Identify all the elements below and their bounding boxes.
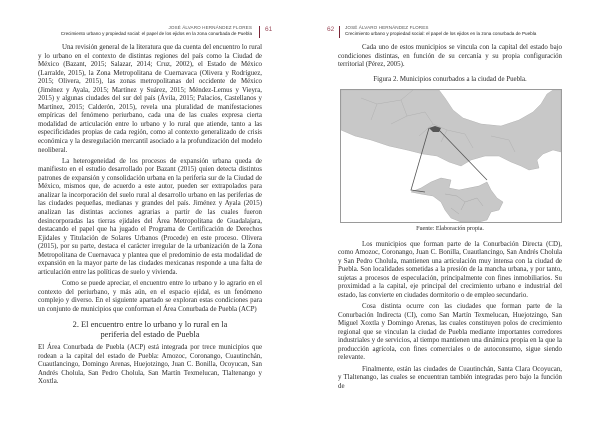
section-heading [38,320,262,340]
figure-source: Fuente: Elaboración propia. [416,226,484,233]
page-number: 61 [265,26,273,33]
section-heading-line: 2. El encuentro entre lo urbano y lo rural en la [72,320,228,330]
section-heading-line: periferia del estado de Puebla [100,330,200,340]
running-header-right [345,25,536,36]
header-author: JOSÉ ÁLVARO HERNÁNDEZ FLORES [168,25,252,30]
running-header-left [61,25,252,36]
figure-caption: Figura 2. Municipios conurbados a la ciudad de Puebla. [373,75,527,83]
header-title: Crecimiento urbano y propiedad social: el papel de los ejidos en la zona conurbada de Puebla [60,31,252,36]
paragraph: El Área Conurbada de Puebla (ACP) está integrada por trece municipios que rodean a la capital del estado de Puebla: Amozoc, Coronango, Cuautinchán, Cuautlancingo, Domingo Arenas, Huejotzingo, Juan C. Bonilla, Ocoyucan, San Andrés Cholula, San Pedro Cholula, San Martín Texmelucan, Tlaltenango y Xoxtla. [38,344,262,386]
paragraph: Como se puede apreciar, el encuentro entre lo urbano y lo agrario en el contexto del periurbano, y más aún, en el espacio ejidal, es un fenómeno complejo y diverso. En el siguiente apartado se exploran estas condiciones para un conjunto de municipios que conforman el Área Conurbada de Puebla (ACP) [38,279,262,313]
paragraph: Cada uno de estos municipios se vincula con la capital del estado bajo condiciones distintas, en función de su cercanía y su propia configuración territorial (Pérez, 2005). [338,44,562,69]
header-divider [339,26,340,38]
paragraph: Una revisión general de la literatura que da cuenta del encuentro lo rural y lo urbano en el contexto de distintas regiones del país como la Ciudad de México (Bazant, 2015; Salazar, 2014; Cruz, 2002), el Estado de México (Larralde, 2015), la Zona Metropolitana de Cuernavaca (Olivera y Rodríguez, 2015; Olivera, 2015), las zonas metropolitanas del occidente de México (Jiménez y Ayala, 2015; Martínez y Suárez, 2015; Méndez-Lemus y Vieyra, 2015) y algunas ciudades del sur del país (Ávila, 2015; Palacios, Castellanos y Martínez, 2015; Calderón, 2015), revela una pluralidad de manifestaciones empíricas del fenómeno periurbano, cada una de las cuales expresa cierta modalidad de articulación entre lo urbano y lo rural que atiende, tanto a las especificidades propias de cada región, como al contexto generalizado de crisis económica y la desregulación mercantil asociado a la profundización del modelo neoliberal. [38,44,262,154]
header-author: JOSÉ ÁLVARO HERNÁNDEZ FLORES [345,25,429,30]
map-figure [340,89,562,223]
paragraph: Cosa distinta ocurre con las ciudades que forman parte de la Conurbación Indirecta (CI), como San Martín Texmelucan, Huejotzingo, San Miguel Xoxtla y Domingo Arenas, las cuales constituyen polos de crecimiento regional que se vinculan la ciudad de Puebla mediante importantes corredores industriales y de servicios, al tiempo mantienen una dinámica propia en la que la producción agrícola, con fines comerciales o de autoconsumo, sigue siendo relevante. [338,303,562,362]
paragraph: Finalmente, están las ciudades de Cuautinchán, Santa Clara Ocoyucan, y Tlaltenango, las cuales se encuentran también integradas pero bajo la función de [338,365,562,390]
header-title: Crecimiento urbano y propiedad social: el papel de los ejidos en la zona conurbada de Puebla [345,31,537,36]
left-text-column [38,44,262,389]
right-text-column [338,44,562,394]
mexico-map-icon [341,90,561,222]
header-divider [259,26,260,38]
page-number: 62 [327,26,335,33]
right-page [300,0,600,440]
paragraph: Los municipios que forman parte de la Conurbación Directa (CD), como Amozoc, Coronango, Juan C. Bonilla, Cuautlancingo, San Andrés Cholula y San Pedro Cholula, mantienen una articulación muy intensa con la ciudad de Puebla. Son localidades sometidas a la presión de la mancha urbana, y por tanto, sujetas a procesos de especulación, principalmente con fines inmobiliarios. Su proximidad a la capital, eje principal del crecimiento urbano e industrial del estado, las convierte en ciudades dormitorio o de empleo secundario. [338,240,562,300]
paragraph: La heterogeneidad de los procesos de expansión urbana queda de manifiesto en el estudio desarrollado por Bazant (2015) quien detecta distintos patrones de expansión y consolidación urbana en la periferia sur de la Ciudad de México, mismos que, de acuerdo a este autor, pueden ser extrapolados para analizar la incorporación del suelo rural al desarrollo urbano en las periferias de las ciudades pequeñas, medianas y grandes del país. Jiménez y Ayala (2015) analizan las distintas acciones agrarias a partir de las cuales fueron desincorporadas las tierras ejidales del Área Metropolitana de Guadalajara, destacando el papel que ha jugado el Programa de Certificación de Derechos Ejidales y Titulación de Solares Urbanos (Procede) en este proceso. Olivera (2015), por su parte, destaca el carácter irregular de la urbanización de la Zona Metropolitana de Cuernavaca y plantea que el predominio de esta modalidad de expansión en la mayor parte de las ciudades mexicanas responde a una falta de articulación entre las políticas de suelo y vivienda. [38,157,262,276]
